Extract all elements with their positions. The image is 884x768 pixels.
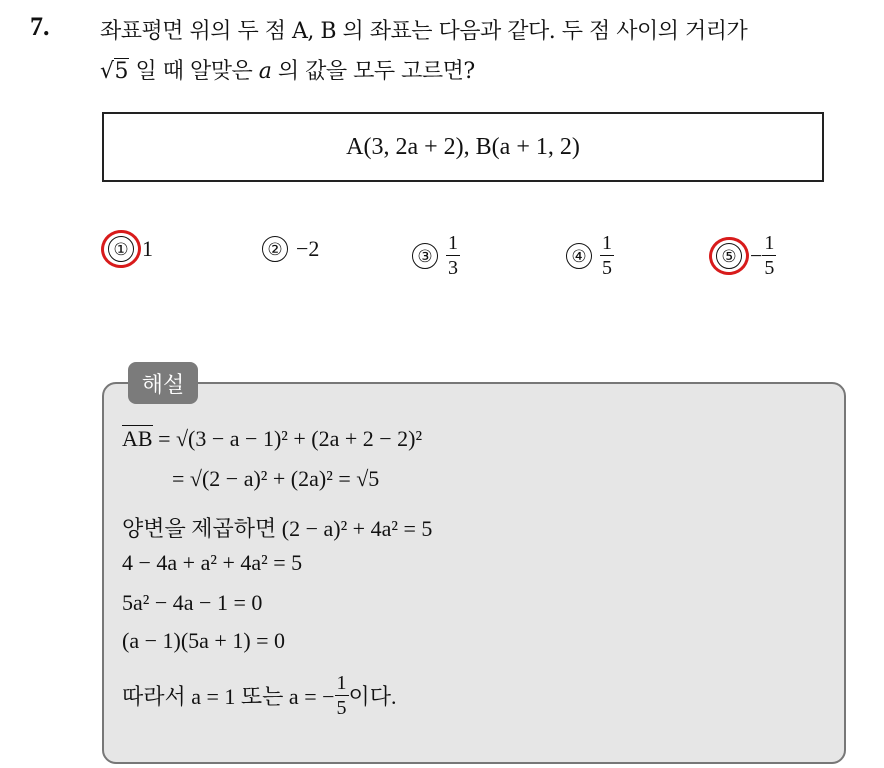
- choice-number-5: [716, 243, 742, 269]
- choice-fraction-4: [600, 232, 614, 279]
- frac-numerator: 1: [764, 232, 775, 254]
- choice-5[interactable]: [716, 232, 776, 279]
- formula-box: [102, 112, 824, 182]
- choice-2[interactable]: [262, 236, 319, 262]
- choice-num-label: ⑤: [721, 246, 737, 266]
- frac-numerator: 1: [336, 672, 347, 694]
- solution-line-4: 4 − 4a + a² + 4a² = 5: [122, 550, 303, 575]
- choice-value-1: 1: [142, 236, 153, 261]
- conclusion-pre: 따라서 a = 1 또는 a = −: [122, 684, 335, 709]
- question-text-line2: [100, 54, 475, 85]
- solution-line-5: 5a² − 4a − 1 = 0: [122, 590, 263, 615]
- solution-line-1-rhs: = √(3 − a − 1)² + (2a + 2 − 2)²: [158, 426, 423, 451]
- choice-number-3: ③: [412, 243, 438, 269]
- variable-a: a: [258, 59, 272, 84]
- choice-1[interactable]: [108, 236, 153, 262]
- frac-denominator: 3: [448, 257, 458, 279]
- choice-4[interactable]: [566, 232, 614, 279]
- choice-fraction-5: [762, 232, 776, 279]
- choice-fraction-3: [446, 232, 460, 279]
- question-text-mid: 일 때 알맞은: [129, 59, 259, 84]
- conclusion-fraction: [335, 672, 349, 719]
- question-number: 7.: [30, 12, 50, 41]
- choice-3[interactable]: [412, 232, 460, 279]
- choice-number-4: ④: [566, 243, 592, 269]
- answer-choices: [0, 232, 884, 292]
- solution-line-2: = √(2 − a)² + (2a)² = √5: [172, 466, 380, 491]
- solution-line-3: 양변을 제곱하면 (2 − a)² + 4a² = 5: [122, 516, 433, 541]
- solution-tag: 해설: [128, 362, 198, 404]
- formula-text: A(3, 2a + 2), B(a + 1, 2): [346, 133, 580, 160]
- question-text-line1: 좌표평면 위의 두 점 A, B 의 좌표는 다음과 같다. 두 점 사이의 거리가: [100, 19, 748, 44]
- conclusion-post: 이다.: [348, 684, 397, 709]
- frac-numerator: 1: [602, 232, 612, 254]
- frac-denominator: 5: [764, 257, 775, 279]
- frac-denominator: 5: [602, 257, 612, 279]
- choice-number-1: [108, 236, 134, 262]
- minus-sign: −: [750, 242, 763, 268]
- frac-denominator: 5: [336, 697, 347, 719]
- red-circle-mark: [707, 234, 752, 277]
- solution-line-1: [122, 426, 422, 452]
- sqrt-radicand: 5: [114, 59, 129, 84]
- frac-numerator: 1: [448, 232, 458, 254]
- sqrt-expression: √5: [100, 59, 129, 84]
- solution-line-6: (a − 1)(5a + 1) = 0: [122, 628, 286, 653]
- choice-num-label: ①: [113, 240, 129, 259]
- choice-number-2: ②: [262, 236, 288, 262]
- red-circle-mark: [99, 227, 144, 270]
- choice-value-2: −2: [296, 236, 320, 261]
- question-text-end: 의 값을 모두 고르면?: [271, 59, 475, 84]
- solution-line-7: [122, 672, 397, 719]
- segment-ab: AB: [122, 426, 153, 451]
